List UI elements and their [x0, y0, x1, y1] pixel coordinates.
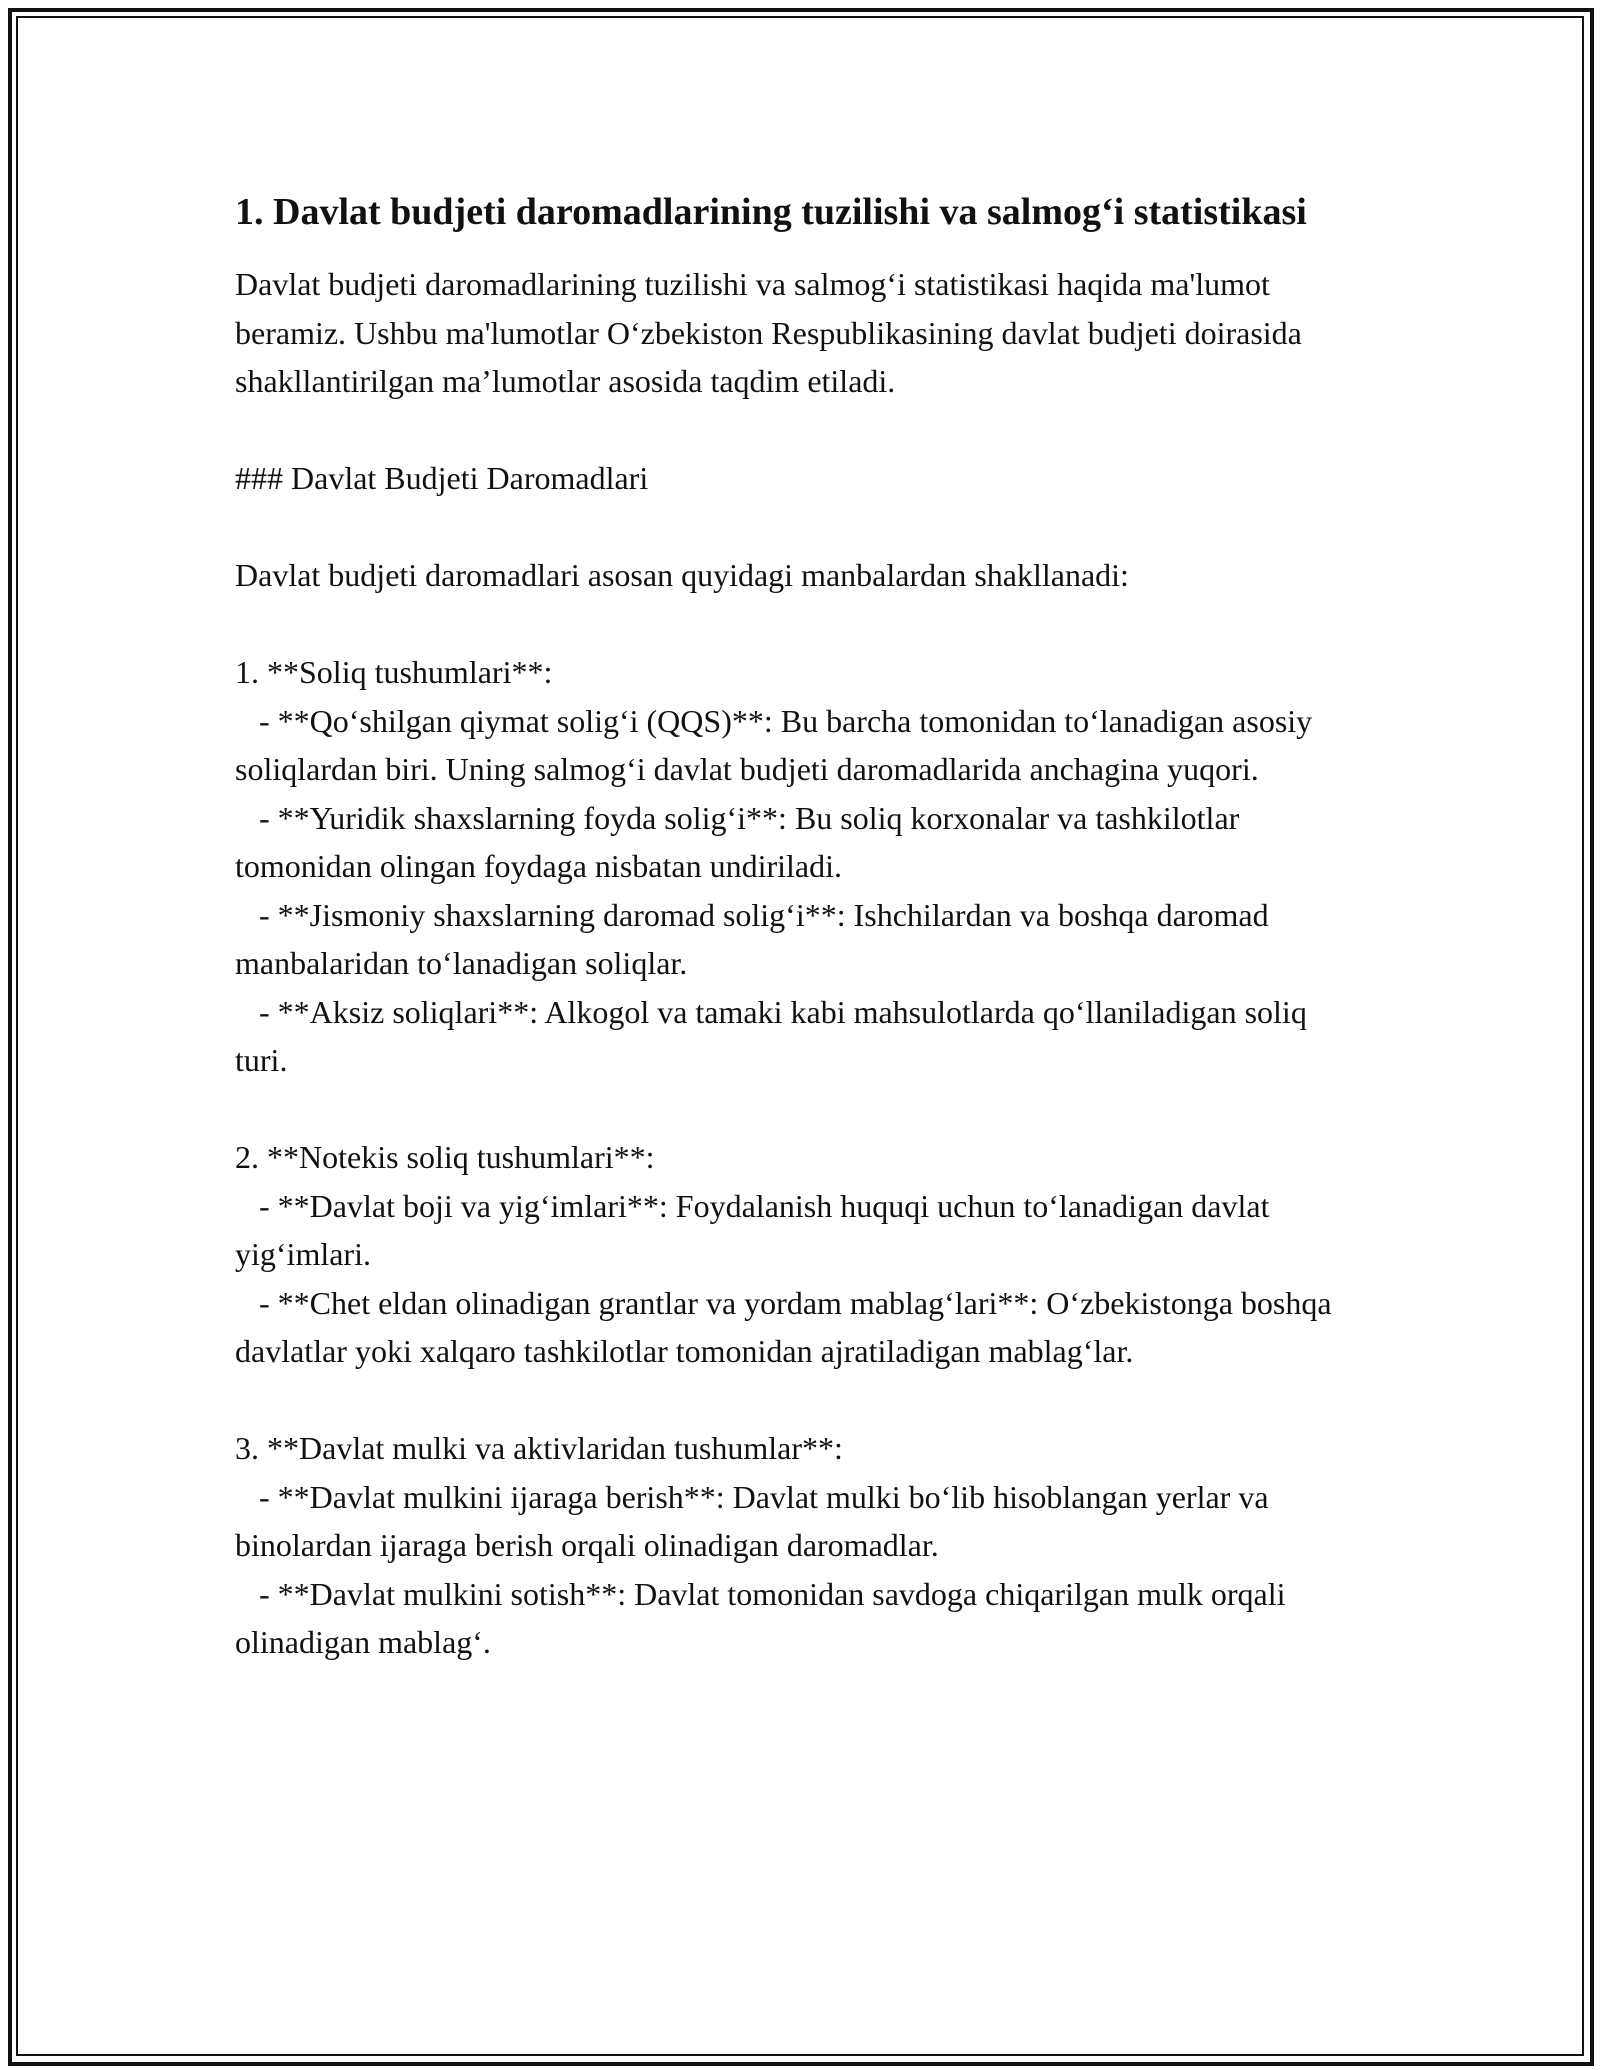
- document-title: 1. Davlat budjeti daromadlarining tuzilishi va salmog‘i statistikasi: [235, 191, 1307, 233]
- document-body: Davlat budjeti daromadlarining tuzilishi va salmog‘i statistikasi haqida ma'lumot beramiz. Ushbu ma'lumotlar O‘zbekiston Respublikasining davlat budjeti doirasida shakllantirilgan ma’lumotlar asosida taqdim etiladi. ### Davlat Budjeti Daromadlari Davlat budjeti daromadlari asosan quyidagi manbalardan shakllanadi: 1. **Soliq tushumlari**: - **Qo‘shilgan qiymat solig‘i (QQS)**: Bu barcha tomonidan to‘lanadigan asosiy soliqlardan biri. Uning salmog‘i davlat budjeti daromadlarida anchagina yuqori. - **Yuridik shaxslarning foyda solig‘i**: Bu soliq korxonalar va tashkilotlar tomonidan olingan foydaga nisbatan undiriladi. - **Jismoniy shaxslarning daromad solig‘i**: Ishchilardan va boshqa daromad manbalaridan to‘lanadigan soliqlar. - **Aksiz soliqlari**: Alkogol va tamaki kabi mahsulotlarda qo‘llaniladigan soliq turi. 2. **Notekis soliq tushumlari**: - **Davlat boji va yig‘imlari**: Foydalanish huquqi uchun to‘lanadigan davlat yig‘imlari. - **Chet eldan olinadigan grantlar va yordam mablag‘lari**: O‘zbekistonga boshqa davlatlar yoki xalqaro tashkilotlar tomonidan ajratiladigan mablag‘lar. 3. **Davlat mulki va aktivlaridan tushumlar**: - **Davlat mulkini ijaraga berish**: Davlat mulki bo‘lib hisoblangan yerlar va binolardan ijaraga berish orqali olinadigan daromadlar. - **Davlat mulkini sotish**: Davlat tomonidan savdoga chiqarilgan mulk orqali olinadigan mablag‘.: [235, 266, 1332, 1660]
- document-content: [235, 185, 1365, 1667]
